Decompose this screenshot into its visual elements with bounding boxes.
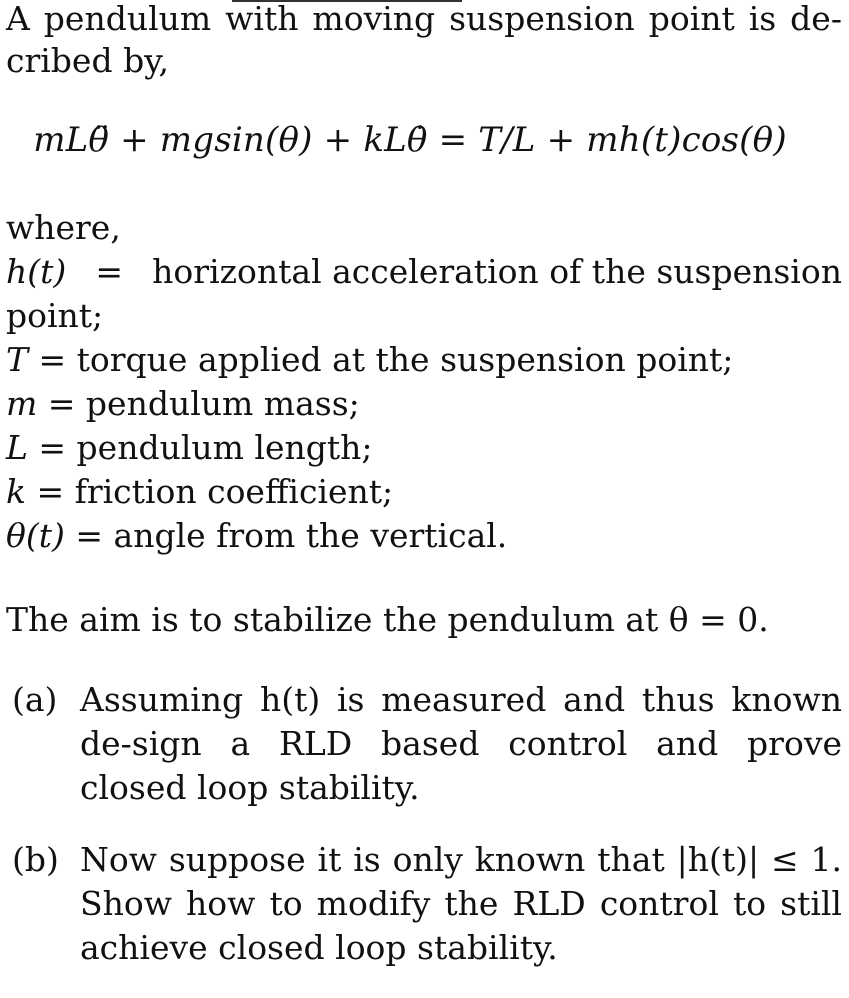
pendulum-equation: mLθ̈ + mgsin(θ) + kLθ̇ = T/L + mh(t)cos(θ) — [33, 120, 787, 160]
definitions-block — [6, 206, 842, 558]
part-a — [6, 678, 842, 810]
where-label: where, — [6, 208, 121, 247]
definition-k — [6, 470, 842, 514]
part-b — [6, 838, 842, 970]
h-text-line1: horizontal acceleration of the suspension — [152, 252, 842, 291]
k-symbol: k — [6, 472, 26, 511]
part-a-text: Assuming h(t) is measured and thus known de-sign a RLD based control and prove closed loop stability. — [80, 680, 842, 807]
theta-symbol: θ(t) — [6, 516, 65, 555]
definition-T — [6, 338, 842, 382]
k-text: = friction coefficient; — [26, 472, 394, 511]
theta-text: = angle from the vertical. — [64, 516, 508, 555]
m-text: = pendulum mass; — [37, 384, 360, 423]
parts-list — [6, 678, 842, 970]
part-b-text: Now suppose it is only known that |h(t)| ≤ 1. Show how to modify the RLD control to still achieve closed loop stability. — [80, 840, 842, 967]
problem-statement — [6, 0, 842, 998]
h-equals: = — [95, 252, 124, 291]
aim-statement: The aim is to stabilize the pendulum at θ = 0. — [6, 600, 769, 639]
definition-L — [6, 426, 842, 470]
T-text: = torque applied at the suspension point; — [28, 340, 734, 379]
part-a-label: (a) — [12, 680, 58, 719]
definition-theta — [6, 514, 842, 558]
definition-m — [6, 382, 842, 426]
L-text: = pendulum length; — [27, 428, 373, 467]
h-symbol: h(t) — [6, 252, 67, 291]
m-symbol: m — [6, 384, 38, 423]
T-symbol: T — [6, 340, 29, 379]
intro-paragraph: A pendulum with moving suspension point is de-cribed by, — [6, 0, 842, 80]
definition-h-line1 — [6, 250, 842, 294]
part-b-label: (b) — [12, 840, 59, 879]
definition-h-line2: point; — [6, 296, 104, 335]
L-symbol: L — [6, 428, 28, 467]
